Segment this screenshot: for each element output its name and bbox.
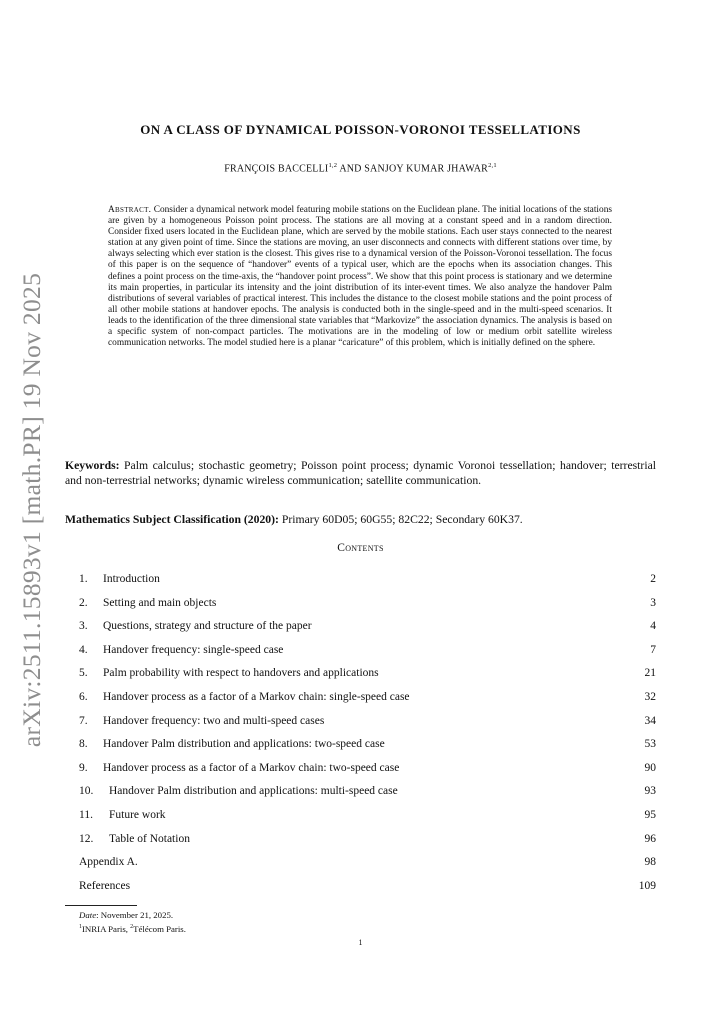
toc-entry-title: Setting and main objects bbox=[103, 596, 217, 609]
msc-block bbox=[65, 512, 665, 527]
toc-entry[interactable] bbox=[79, 686, 656, 710]
author-baccelli-affiliation: 1,2 bbox=[328, 162, 338, 169]
arxiv-identifier: arXiv:2511.15893v1 [math.PR] 19 Nov 2025 bbox=[17, 272, 46, 748]
toc-entry[interactable] bbox=[79, 875, 656, 899]
toc-entry-title: Handover Palm distribution and applications: two-speed case bbox=[103, 738, 385, 751]
toc-entry-number: 1. bbox=[79, 573, 88, 585]
toc-entry-title: Handover frequency: single-speed case bbox=[103, 643, 284, 656]
date-value: : November 21, 2025. bbox=[96, 910, 174, 920]
toc-entry[interactable] bbox=[79, 851, 656, 875]
keywords-label: Keywords: bbox=[65, 459, 120, 472]
toc-entry[interactable] bbox=[79, 757, 656, 781]
toc-entry-page: 96 bbox=[644, 832, 656, 845]
msc-text: Primary 60D05; 60G55; 82C22; Secondary 60K37. bbox=[281, 513, 523, 526]
footnote-date bbox=[79, 909, 186, 921]
toc-entry-title: Introduction bbox=[103, 573, 160, 585]
toc-entry-title: Handover process as a factor of a Markov chain: two-speed case bbox=[103, 761, 400, 774]
page-number: 1 bbox=[358, 938, 363, 947]
toc-entry-title: Table of Notation bbox=[109, 832, 190, 845]
toc-entry-number: 11. bbox=[79, 808, 93, 821]
affiliation-1-mark: 1 bbox=[79, 924, 82, 931]
toc-entry[interactable] bbox=[79, 804, 656, 828]
toc-entry-page: 4 bbox=[650, 620, 656, 633]
author-jhawar: SANJOY KUMAR JHAWAR bbox=[364, 163, 489, 175]
toc-entry-title: Handover process as a factor of a Markov chain: single-speed case bbox=[103, 690, 410, 703]
affiliation-1: INRIA Paris, bbox=[82, 924, 131, 935]
footnote-rule bbox=[65, 905, 137, 906]
toc-entry[interactable] bbox=[79, 710, 656, 734]
toc-entry-title: Handover Palm distribution and applications: multi-speed case bbox=[109, 785, 398, 798]
toc-entry-page: 2 bbox=[650, 573, 656, 585]
toc-entry-page: 3 bbox=[650, 596, 656, 609]
abstract-text: Consider a dynamical network model featuring mobile stations on the Euclidean plane. The initial locations of the stations are given by a homogeneous Poisson point process. The stations are all moving at a constant speed and in a random direction. Consider fixed users located in the Euclidean plane, which are served by the mobile stations. Each user stays connected to the nearest station at any given point of time. Since the stations are moving, an user disconnects and connects with different stations over time, by always selecting which ever station is the closest. This gives rise to a dynamical version of the Poisson-Voronoi tessellation. The focus of this paper is on the sequence of “handover” events of a typical user, which are the epochs when its association changes. This defines a point process on the time-axis, the “handover point process”. We show that this point process is stationary and we determine its main properties, in particular its intensity and the joint distribution of its inter-event times. We also analyze the handover Palm distributions of several variables of practical interest. This includes the distance to the closest mobile stations and the point process of all other mobile stations at handover epochs. The analysis is conducted both in the single-speed and in the multi-speed scenarios. It leads to the identification of the three dimensional state variables that “Markovize” the association dynamics. The analysis is based on a specific system of non-compact particles. The motivations are in the modeling of low or medium orbit satellite wireless communication networks. The model studied here is a planar “caricature” of this problem, which is initially defined on the sphere. bbox=[108, 205, 612, 349]
toc-entry-page: 34 bbox=[644, 714, 656, 727]
toc-entry-page: 93 bbox=[644, 785, 656, 798]
author-jhawar-affiliation: 2,1 bbox=[488, 162, 497, 169]
toc-entry[interactable] bbox=[79, 639, 656, 663]
abstract-heading: Abstract. bbox=[108, 205, 152, 215]
keywords-block bbox=[65, 458, 656, 489]
abstract bbox=[108, 205, 612, 349]
toc-entry-title: References bbox=[79, 879, 131, 892]
footnote-affiliations bbox=[79, 921, 186, 935]
author-conjunction: AND bbox=[337, 163, 365, 175]
paper-title: ON A CLASS OF DYNAMICAL POISSON-VORONOI TESSELLATIONS bbox=[140, 122, 581, 137]
toc-entry-number: 7. bbox=[79, 714, 88, 727]
toc-entry-page: 95 bbox=[644, 808, 656, 821]
toc-entry-title: Handover frequency: two and multi-speed cases bbox=[103, 714, 325, 727]
toc-entry[interactable] bbox=[79, 780, 656, 804]
affiliation-2-mark: 2 bbox=[130, 924, 134, 931]
toc-entry-number: 6. bbox=[79, 690, 88, 703]
toc-entry-number: 9. bbox=[79, 761, 88, 774]
toc-entry-page: 90 bbox=[644, 761, 656, 774]
toc-entry-number: 2. bbox=[79, 596, 88, 609]
toc-entry-number: 4. bbox=[79, 643, 88, 656]
toc-entry[interactable] bbox=[79, 733, 656, 757]
table-of-contents bbox=[79, 568, 656, 898]
toc-entry-page: 21 bbox=[644, 667, 656, 680]
toc-entry-title: Palm probability with respect to handovers and applications bbox=[103, 667, 379, 680]
toc-entry-number: 3. bbox=[79, 620, 88, 633]
affiliation-2: Télécom Paris. bbox=[133, 924, 186, 935]
author-line bbox=[0, 162, 721, 174]
msc-label: Mathematics Subject Classification (2020): bbox=[65, 513, 279, 526]
toc-entry-title: Questions, strategy and structure of the paper bbox=[103, 620, 312, 633]
toc-entry-page: 53 bbox=[644, 738, 656, 751]
arxiv-stamp bbox=[10, 272, 54, 748]
toc-entry-title: Future work bbox=[109, 808, 166, 821]
toc-entry-page: 7 bbox=[650, 643, 656, 656]
toc-entry-page: 109 bbox=[638, 879, 656, 892]
toc-entry-number: 5. bbox=[79, 667, 88, 680]
author-baccelli: FRANÇOIS BACCELLI bbox=[224, 163, 329, 175]
toc-entry-number: 10. bbox=[79, 785, 94, 798]
toc-entry[interactable] bbox=[79, 662, 656, 686]
date-label: Date bbox=[79, 910, 97, 920]
toc-entry[interactable] bbox=[79, 828, 656, 852]
toc-entry[interactable] bbox=[79, 592, 656, 616]
toc-entry-page: 98 bbox=[644, 856, 656, 869]
toc-entry-number: 8. bbox=[79, 738, 88, 751]
contents-heading: Contents bbox=[337, 542, 384, 554]
toc-entry-title: Appendix A. bbox=[79, 856, 138, 869]
toc-entry[interactable] bbox=[79, 568, 656, 592]
toc-entry[interactable] bbox=[79, 615, 656, 639]
keywords-text: Palm calculus; stochastic geometry; Poisson point process; dynamic Voronoi tessellation; handover; terrestrial and non-terrestrial networks; dynamic wireless communication; satellite communication. bbox=[65, 459, 656, 488]
toc-entry-number: 12. bbox=[79, 832, 94, 845]
toc-entry-page: 32 bbox=[644, 690, 656, 703]
footnotes bbox=[79, 909, 186, 936]
